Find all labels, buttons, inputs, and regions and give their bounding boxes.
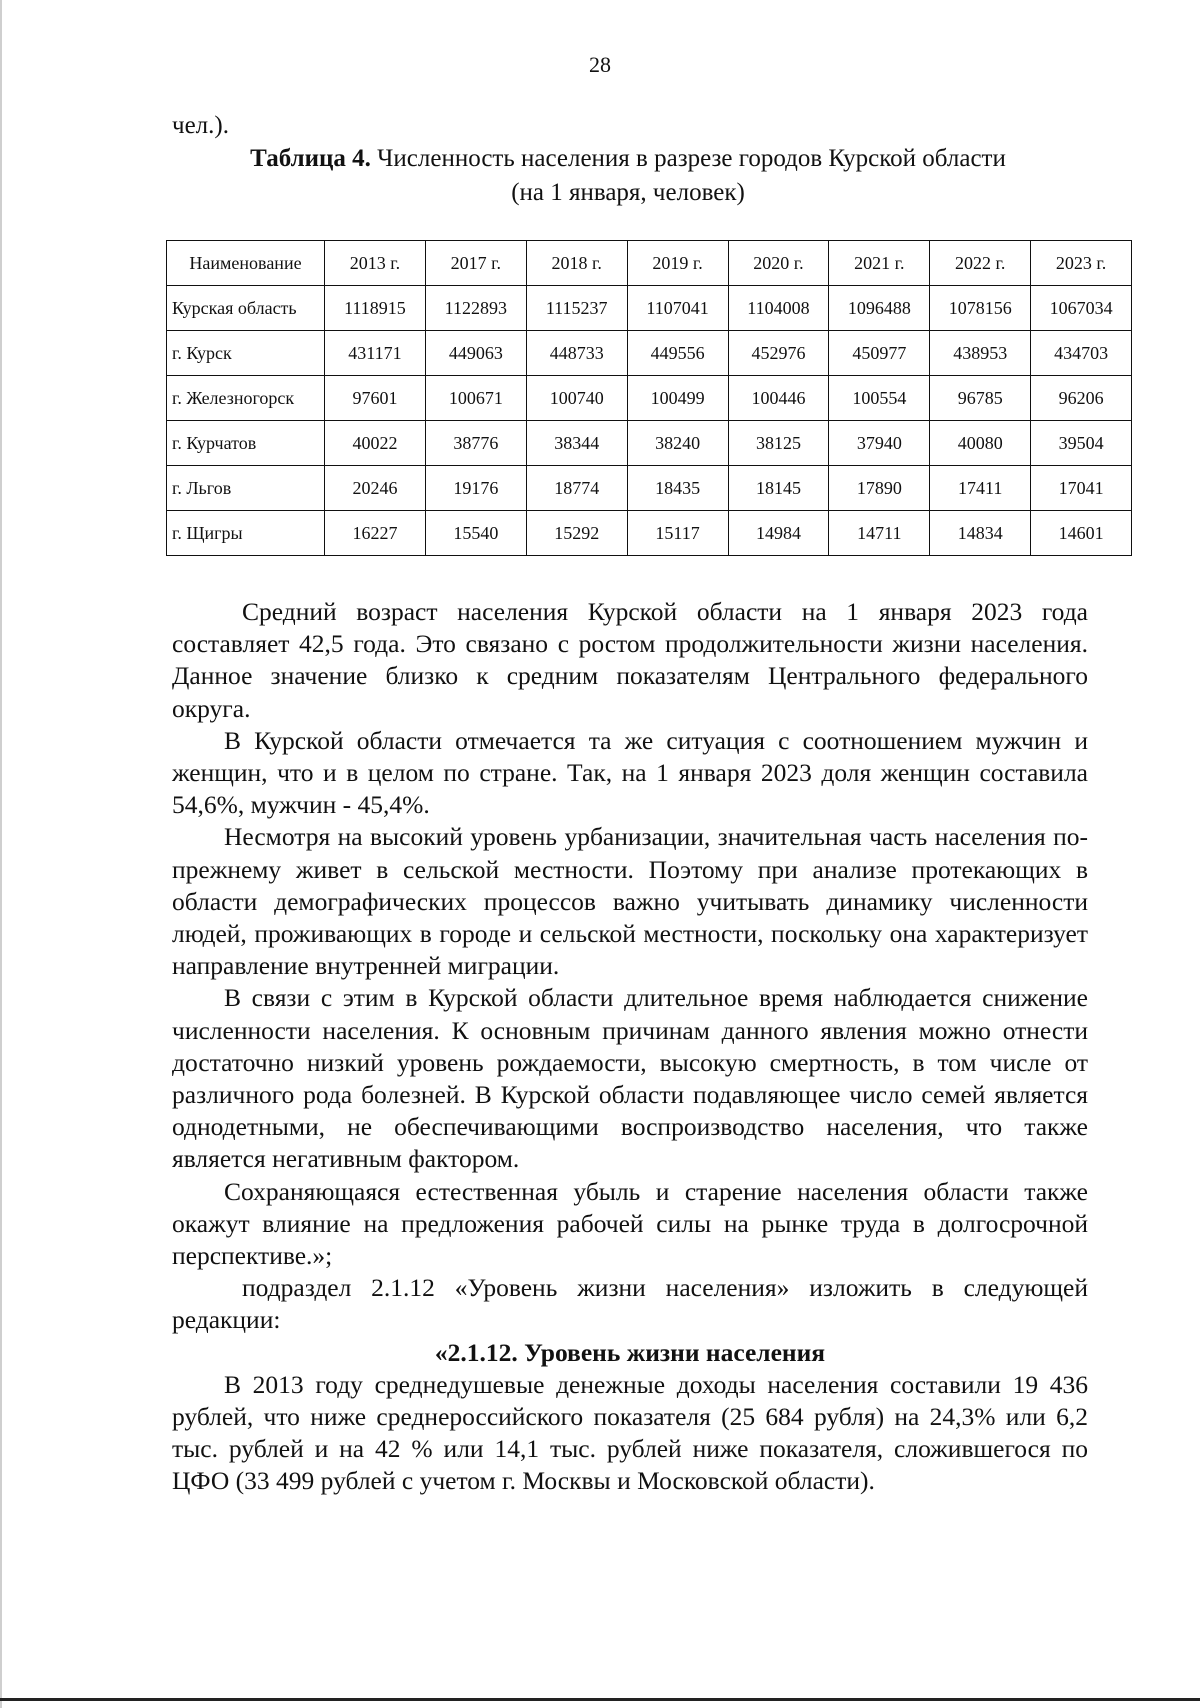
column-header: 2019 г.	[627, 241, 728, 286]
table-cell: 19176	[425, 466, 526, 511]
table-caption-subtitle: (на 1 января, человек)	[511, 179, 745, 206]
table-cell: 14834	[930, 511, 1031, 556]
table-cell: 39504	[1031, 421, 1132, 466]
table-row	[167, 466, 1132, 511]
table-cell: 1096488	[829, 286, 930, 331]
table-cell: 449556	[627, 331, 728, 376]
column-header: 2022 г.	[930, 241, 1031, 286]
table-cell: 100554	[829, 376, 930, 421]
table-row	[167, 421, 1132, 466]
table-cell: 37940	[829, 421, 930, 466]
table-cell: 97601	[325, 376, 426, 421]
paragraph-population-decline: В связи с этим в Курской области длительное время наблюдается снижение численности населения. К основным причинам данного явления можно отнести достаточно низкий уровень рождаемости, высокую смертность, в том числе от различного рода болезней. В Курской области подавляющее число семей является однодетными, не обеспечивающими воспроизводство населения, что также является негативным фактором.	[172, 983, 1088, 1174]
table-cell: 14984	[728, 511, 829, 556]
table-cell: 15292	[526, 511, 627, 556]
table-cell: 16227	[325, 511, 426, 556]
page-number: 28	[589, 52, 611, 77]
table-cell: 434703	[1031, 331, 1132, 376]
table-caption	[160, 142, 1096, 210]
column-header: 2013 г.	[325, 241, 426, 286]
section-heading: «2.1.12. Уровень жизни населения	[434, 1337, 826, 1367]
table-row	[167, 511, 1132, 556]
paragraph-natural-decrease: Сохраняющаяся естественная убыль и старение населения области также окажут влияние на предложения рабочей силы на рынке труда в долгосрочной перспективе.»;	[172, 1176, 1088, 1271]
row-name: г. Щигры	[167, 511, 325, 556]
table-caption-label: Таблица 4.	[250, 145, 371, 172]
table-cell: 452976	[728, 331, 829, 376]
row-name: Курская область	[167, 286, 325, 331]
row-name: г. Курчатов	[167, 421, 325, 466]
table-cell: 1122893	[425, 286, 526, 331]
table-cell: 17041	[1031, 466, 1132, 511]
paragraph-average-age: Средний возраст населения Курской области на 1 января 2023 года составляет 42,5 года. Это связано с ростом продолжительности жизни населения. Данное значение близко к средним показателям Центрального федерального округа.	[172, 597, 1088, 723]
table-header-row	[167, 241, 1132, 286]
table-cell: 96785	[930, 376, 1031, 421]
table-cell: 40080	[930, 421, 1031, 466]
column-header: 2018 г.	[526, 241, 627, 286]
table-cell: 1118915	[325, 286, 426, 331]
table-cell: 449063	[425, 331, 526, 376]
table-cell: 100740	[526, 376, 627, 421]
row-name: г. Курск	[167, 331, 325, 376]
table-cell: 450977	[829, 331, 930, 376]
scan-edge	[0, 0, 2, 1708]
table-cell: 431171	[325, 331, 426, 376]
column-header: Наименование	[167, 241, 325, 286]
column-header: 2017 г.	[425, 241, 526, 286]
paragraph-gender-ratio: В Курской области отмечается та же ситуация с соотношением мужчин и женщин, что и в целом по стране. Так, на 1 января 2023 доля женщин составила 54,6%, мужчин - 45,4%.	[172, 725, 1088, 820]
table-cell: 15540	[425, 511, 526, 556]
page-bottom-border	[0, 1698, 1200, 1701]
paragraph-subsection-amendment: подраздел 2.1.12 «Уровень жизни населения» изложить в следующей редакции:	[172, 1273, 1088, 1335]
table-cell: 38776	[425, 421, 526, 466]
table-cell: 38344	[526, 421, 627, 466]
body-text	[172, 596, 1088, 1498]
table-cell: 15117	[627, 511, 728, 556]
table-cell: 40022	[325, 421, 426, 466]
column-header: 2020 г.	[728, 241, 829, 286]
table-cell: 20246	[325, 466, 426, 511]
paragraph-income: В 2013 году среднедушевые денежные доходы населения составили 19 436 рублей, что ниже среднероссийского показателя (25 684 рубля) на 24,3% или 6,2 тыс. рублей и на 42 % или 14,1 тыс. рублей ниже показателя, сложившегося по ЦФО (33 499 рублей с учетом г. Москвы и Московской области).	[172, 1369, 1088, 1496]
table-cell: 100499	[627, 376, 728, 421]
table-cell: 100446	[728, 376, 829, 421]
population-table	[166, 240, 1132, 556]
table-cell: 38240	[627, 421, 728, 466]
table-caption-text: Численность населения в разрезе городов Курской области	[370, 145, 1006, 172]
table-cell: 17411	[930, 466, 1031, 511]
table-row	[167, 376, 1132, 421]
table-cell: 1115237	[526, 286, 627, 331]
table-row	[167, 331, 1132, 376]
fragment-text: чел.).	[172, 112, 229, 139]
table-cell: 38125	[728, 421, 829, 466]
table-cell: 14711	[829, 511, 930, 556]
table-cell: 100671	[425, 376, 526, 421]
table-cell: 448733	[526, 331, 627, 376]
table-cell: 1078156	[930, 286, 1031, 331]
paragraph-urbanization: Несмотря на высокий уровень урбанизации, значительная часть населения по-прежнему живет в сельской местности. Поэтому при анализе протекающих в области демографических процессов важно учитывать динамику численности людей, проживающих в городе и сельской местности, поскольку она характеризует направление внутренней миграции.	[172, 822, 1088, 981]
table-cell: 14601	[1031, 511, 1132, 556]
table-cell: 18145	[728, 466, 829, 511]
row-name: г. Льгов	[167, 466, 325, 511]
column-header: 2021 г.	[829, 241, 930, 286]
table-cell: 1104008	[728, 286, 829, 331]
column-header: 2023 г.	[1031, 241, 1132, 286]
table-cell: 1107041	[627, 286, 728, 331]
table-row	[167, 286, 1132, 331]
table-caption-title	[160, 142, 1096, 176]
table-cell: 1067034	[1031, 286, 1132, 331]
table-cell: 18435	[627, 466, 728, 511]
table-cell: 438953	[930, 331, 1031, 376]
table-cell: 96206	[1031, 376, 1132, 421]
table-cell: 18774	[526, 466, 627, 511]
row-name: г. Железногорск	[167, 376, 325, 421]
table-cell: 17890	[829, 466, 930, 511]
